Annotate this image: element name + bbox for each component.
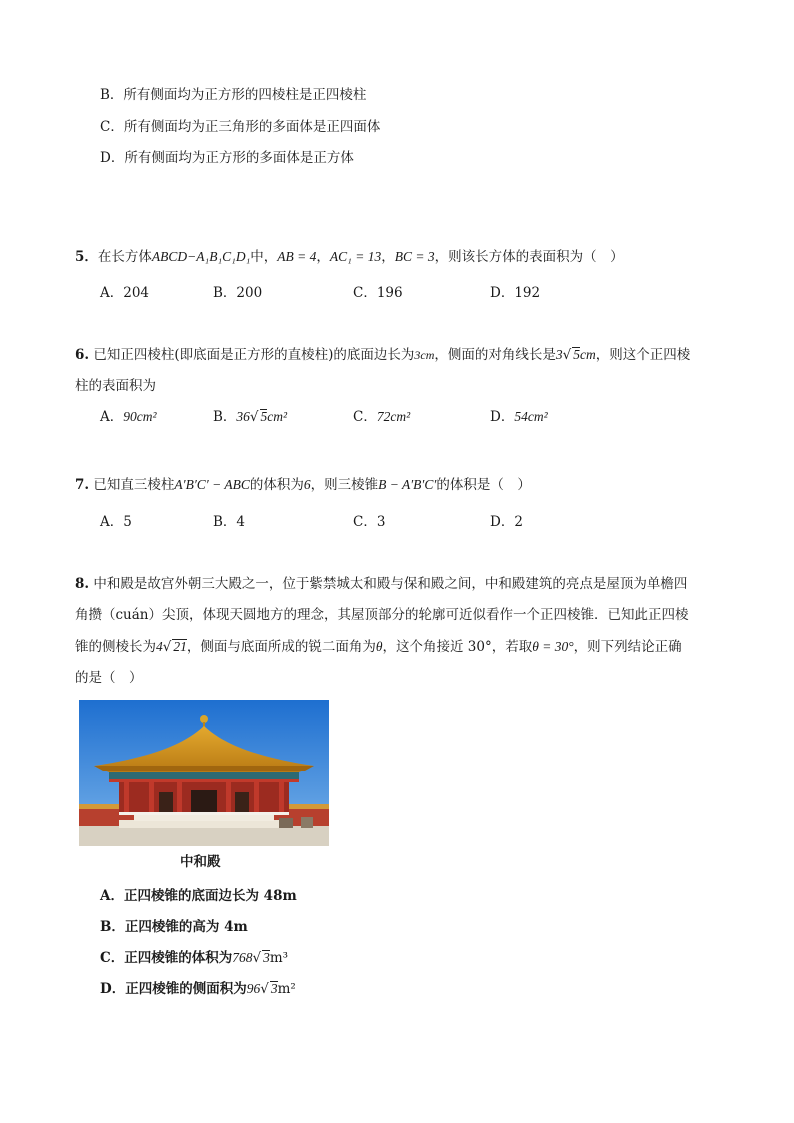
- q5-text: 在长方体: [97, 249, 152, 265]
- q5-option-b: B．200: [213, 285, 263, 301]
- q6-text: ，则这个正四棱: [595, 347, 691, 363]
- q8-stem-line4: 的是（ ）: [75, 670, 143, 686]
- q5-math-ac1: AC₁ = 13: [329, 249, 382, 264]
- q4-option-b: B．所有侧面均为正方形的四棱柱是正四棱柱: [100, 87, 367, 103]
- q7-option-d: D．2: [490, 514, 523, 530]
- q8-option-c-unit: m³: [269, 950, 289, 966]
- sqrt-icon: √: [260, 981, 269, 997]
- q6-option-a-label: A．: [100, 409, 124, 425]
- q8-text: 中和殿是故宫外朝三大殿之一，位于紫禁城太和殿与保和殿之间，中和殿建筑的亮点是屋顶为单檐四: [89, 576, 688, 592]
- q8-math-coef: 4: [156, 639, 163, 654]
- q7-math-volume: 6: [303, 477, 311, 492]
- q8-text: ，则下列结论正确: [573, 639, 682, 655]
- q5-math-prism: ABCD−A₁B₁C₁D₁: [151, 249, 251, 264]
- q4-option-d: D．所有侧面均为正方形的多面体是正方体: [100, 150, 354, 166]
- q5-math-bc: BC = 3: [394, 249, 435, 264]
- q8-math-theta-value: θ = 30°: [532, 639, 574, 654]
- q7-text: ，则三棱锥: [310, 477, 379, 493]
- q8-stem-line2: 角攒（cuán）尖顶，体现天圆地方的理念，其屋顶部分的轮廓可近似看作一个正四棱锥．已知此正四棱: [75, 607, 689, 623]
- sqrt-icon: √: [162, 639, 172, 655]
- q7-option-b: B．4: [213, 514, 246, 530]
- q6-option-c-label: C．: [353, 409, 377, 425]
- sqrt-icon: √: [252, 950, 262, 966]
- q5-text: ，: [381, 249, 395, 265]
- q5-number: 5．: [75, 249, 98, 265]
- q5-math-ab: AB = 4: [277, 249, 317, 264]
- sqrt-icon: √: [249, 409, 259, 425]
- q8-option-c-label: C．正四棱锥的体积为: [100, 950, 233, 966]
- q8-option-b: B．正四棱锥的高为 4m: [100, 919, 248, 935]
- q5-text: 中，: [250, 249, 278, 265]
- q6-option-a: [100, 405, 157, 425]
- q6-option-d-label: D．: [490, 409, 515, 425]
- q4-option-c: C．所有侧面均为正三角形的多面体是正四面体: [100, 119, 381, 135]
- q7-option-c: C．3: [353, 514, 386, 530]
- q8-stem-line3: [75, 635, 682, 655]
- q6-option-d: [490, 405, 548, 425]
- q5-text: ，则该长方体的表面积为（ ）: [434, 249, 624, 265]
- q7-math-pyramid: B − A′B′C′: [378, 477, 437, 492]
- q6-option-b-radicand: 5: [260, 409, 268, 424]
- q6-math-side: 3cm: [414, 348, 435, 362]
- q6-math-coef: 3: [555, 347, 563, 362]
- q8-math-theta: θ: [375, 639, 383, 654]
- q8-number: 8.: [75, 576, 90, 592]
- q8-option-a: A．正四棱锥的底面边长为 48m: [100, 888, 297, 904]
- q7-text: 的体积为: [249, 477, 304, 493]
- q8-option-c-radicand: 3: [263, 950, 270, 965]
- q6-option-b: [213, 405, 287, 425]
- q5-option-c: C．196: [353, 285, 403, 301]
- q7-number: 7.: [75, 477, 90, 493]
- q8-option-d-radicand: 3: [270, 981, 278, 996]
- q8-text: ，侧面与底面所成的锐二面角为: [186, 639, 376, 655]
- q7-math-prism: A′B′C′ − ABC: [174, 477, 250, 492]
- q6-stem-line2: 柱的表面积为: [75, 378, 156, 394]
- q6-option-b-label: B．: [213, 409, 237, 425]
- q6-math-unit: cm: [580, 347, 596, 362]
- q7-stem: [75, 473, 531, 493]
- q6-option-c-value: 72cm²: [376, 409, 411, 424]
- q5-stem: [75, 245, 624, 265]
- q5-text: ，: [316, 249, 330, 265]
- q6-option-d-value: 54cm²: [514, 409, 548, 424]
- q5-option-a: A．204: [100, 285, 150, 301]
- q6-stem: [75, 343, 690, 363]
- q8-stem-line1: [75, 572, 687, 592]
- q6-math-radicand: 5: [573, 347, 581, 362]
- q7-option-a: A．5: [100, 514, 132, 530]
- q8-option-d-unit: m²: [277, 981, 296, 997]
- q6-option-b-unit: cm²: [267, 409, 288, 424]
- q6-number: 6.: [75, 347, 90, 363]
- q8-math-radicand: 21: [173, 639, 187, 654]
- q6-text: 已知正四棱柱(即底面是正方形的直棱柱)的底面边长为: [89, 347, 415, 363]
- q5-option-d: D．192: [490, 285, 541, 301]
- q6-option-b-coef: 36: [236, 409, 250, 424]
- q6-option-a-value: 90cm²: [123, 409, 157, 424]
- photo-caption: 中和殿: [180, 854, 221, 870]
- sqrt-icon: √: [562, 347, 572, 363]
- q8-option-d: [100, 977, 296, 997]
- q8-option-c-coef: 768: [232, 950, 253, 965]
- q7-text: 的体积是（ ）: [436, 477, 531, 493]
- q6-option-c: [353, 405, 410, 425]
- q8-text: ，这个角接近 30°，若取: [382, 639, 533, 655]
- q7-text: 已知直三棱柱: [89, 477, 175, 493]
- q8-option-d-label: D．正四棱锥的侧面积为: [100, 981, 247, 997]
- q8-option-c: [100, 946, 288, 966]
- q6-text: ，侧面的对角线长是: [434, 347, 556, 363]
- q8-option-d-coef: 96: [246, 981, 261, 996]
- q8-text: 锥的侧棱长为: [75, 639, 156, 655]
- zhonghe-hall-photo: [79, 700, 329, 846]
